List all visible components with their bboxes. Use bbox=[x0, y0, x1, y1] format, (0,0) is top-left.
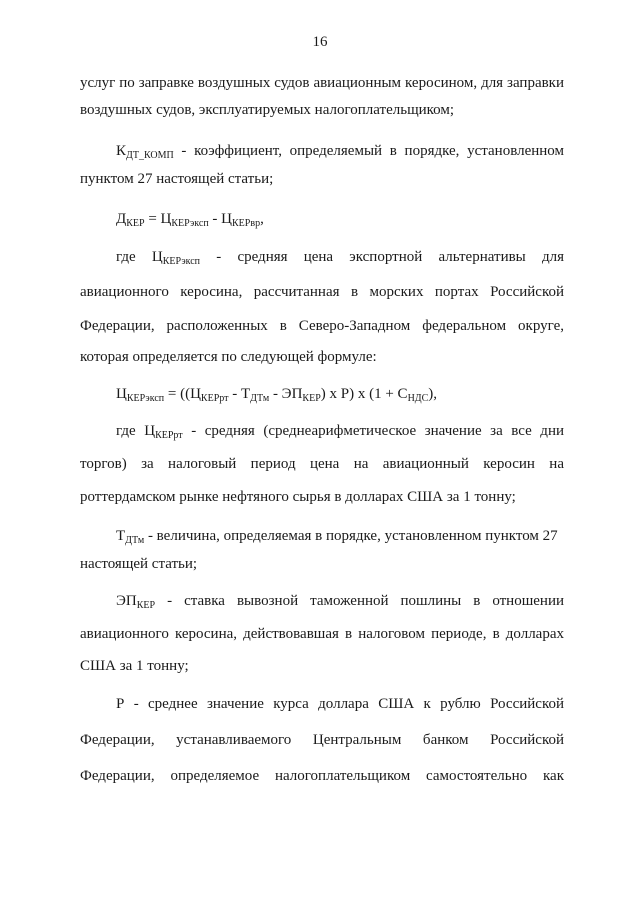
term-subscript: ДТм bbox=[125, 535, 145, 546]
text-line: авиационного керосина, действовавшая в налоговом периоде, в долларах bbox=[80, 626, 564, 642]
text-line: авиационного керосина, рассчитанная в морских портах Российской bbox=[80, 284, 564, 300]
text-line: пунктом 27 настоящей статьи; bbox=[80, 171, 274, 187]
text-line: Федерации, определяемое налогоплательщиком самостоятельно как bbox=[80, 768, 564, 784]
term-subscript: КЕРрт bbox=[155, 430, 183, 441]
text-line: роттердамском рынке нефтяного сырья в долларах США за 1 тонну; bbox=[80, 489, 516, 505]
term-subscript: ДТ_КОМП bbox=[126, 150, 174, 161]
paragraph-first-line: где $Ц_{КЕРрт}$ - средняя (среднеарифметическое значение за все дни bbox=[116, 423, 564, 441]
term: Т bbox=[116, 528, 126, 544]
text-line: которая определяется по следующей формуле: bbox=[80, 349, 377, 365]
term: Ц bbox=[151, 249, 163, 265]
text-line: торгов) за налоговый период цена на авиационный керосин на bbox=[80, 456, 564, 472]
text-line: услуг по заправке воздушных судов авиационным керосином, для заправки bbox=[80, 75, 564, 91]
text-line: США за 1 тонну; bbox=[80, 658, 189, 674]
paragraph-first-line: где $Ц_{КЕРэксп}$ - средняя цена экспортной альтернативы для bbox=[116, 249, 564, 267]
paragraph-first-line bbox=[116, 526, 564, 546]
page-number: 16 bbox=[312, 34, 328, 50]
text-line: Федерации, устанавливаемого Центральным банком Российской bbox=[80, 732, 564, 748]
definition-text: - средняя (среднеарифметическое значение за все дни bbox=[182, 423, 564, 439]
text-line: воздушных судов, эксплуатируемых налогоплательщиком; bbox=[80, 102, 455, 118]
definition-text: - величина, определяемая в порядке, установленном пунктом 27 bbox=[144, 528, 558, 544]
formula-line: $Ц_{КЕРэксп} = ((Ц_{КЕРрт} - Т_{ДТм} - ЭП_{КЕР})$ x Р) x $(1 + С_{НДС})$, bbox=[116, 386, 438, 404]
term-subscript: КЕР bbox=[136, 600, 156, 611]
paragraph-first-line: Р - среднее значение курса доллара США к рублю Российской bbox=[116, 696, 564, 712]
term: К bbox=[116, 143, 127, 159]
formula-line: $Д_{КЕР} = Ц_{КЕРэксп} - Ц_{КЕРвр}$, bbox=[116, 211, 264, 229]
text-line: Федерации, расположенных в Северо-Западном федеральном округе, bbox=[80, 318, 564, 334]
paragraph-first-line bbox=[116, 591, 564, 611]
term: Ц bbox=[144, 423, 156, 439]
definition-text: - средняя цена экспортной альтернативы для bbox=[200, 249, 564, 265]
paragraph-first-line bbox=[116, 141, 564, 161]
term: ЭП bbox=[116, 593, 137, 609]
text-line: настоящей статьи; bbox=[80, 556, 198, 572]
term-subscript: КЕРэксп bbox=[162, 256, 201, 267]
definition-text: - коэффициент, определяемый в порядке, установленном bbox=[173, 143, 564, 159]
definition-text: - ставка вывозной таможенной пошлины в отношении bbox=[155, 593, 564, 609]
